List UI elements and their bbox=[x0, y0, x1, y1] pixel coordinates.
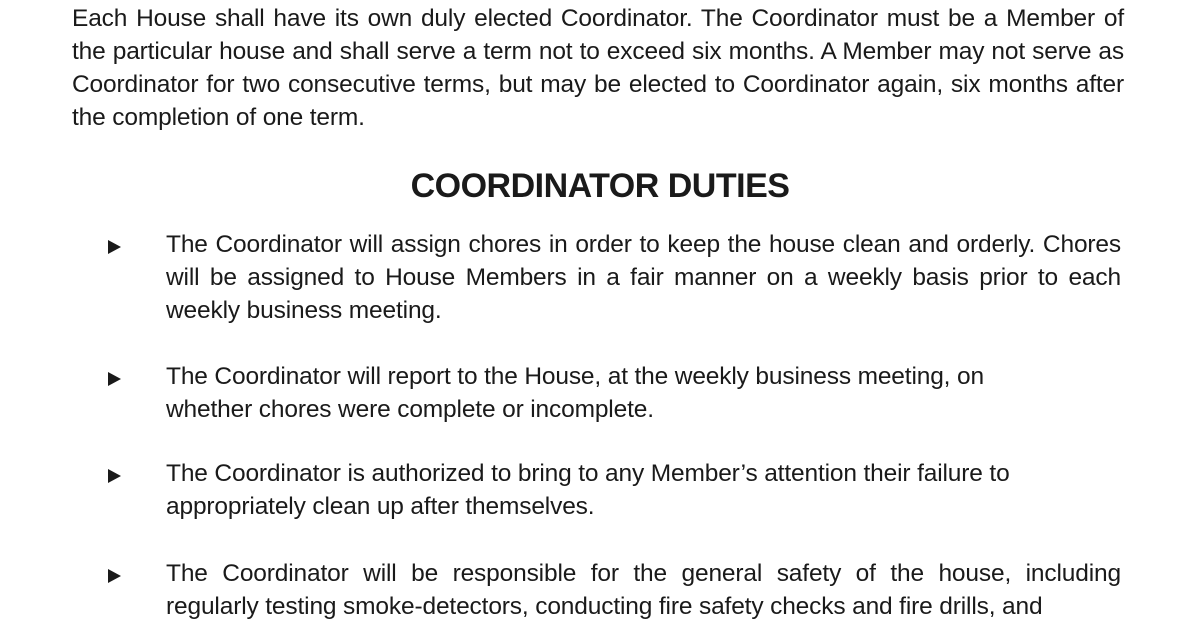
duty-text: The Coordinator will assign chores in order to keep the house clean and orderly. Chores will be assigned to House Members in a fair manner on a weekly basis prior to each weekly business meeting. bbox=[166, 231, 1121, 324]
right-triangle-bullet-icon bbox=[108, 469, 121, 483]
duty-text: The Coordinator will be responsible for the general safety of the house, including regularly testing smoke-detectors, conducting fire safety checks and fire drills, and bbox=[166, 560, 1121, 620]
intro-paragraph: Each House shall have its own duly elected Coordinator. The Coordinator must be a Member of the particular house and shall serve a term not to exceed six months. A Member may not serve as Coordinator for two consecutive terms, but may be elected to Coordinator again, six months after the completion of one term. bbox=[72, 5, 1124, 131]
duty-text: The Coordinator is authorized to bring to any Member’s attention their failure to appropriately clean up after themselves. bbox=[166, 460, 1010, 520]
right-triangle-bullet-icon bbox=[108, 569, 121, 583]
duty-text: The Coordinator will report to the House, at the weekly business meeting, on whether chores were complete or incomplete. bbox=[166, 363, 984, 423]
section-heading: COORDINATOR DUTIES bbox=[410, 167, 790, 205]
right-triangle-bullet-icon bbox=[108, 372, 121, 386]
right-triangle-bullet-icon bbox=[108, 240, 121, 254]
